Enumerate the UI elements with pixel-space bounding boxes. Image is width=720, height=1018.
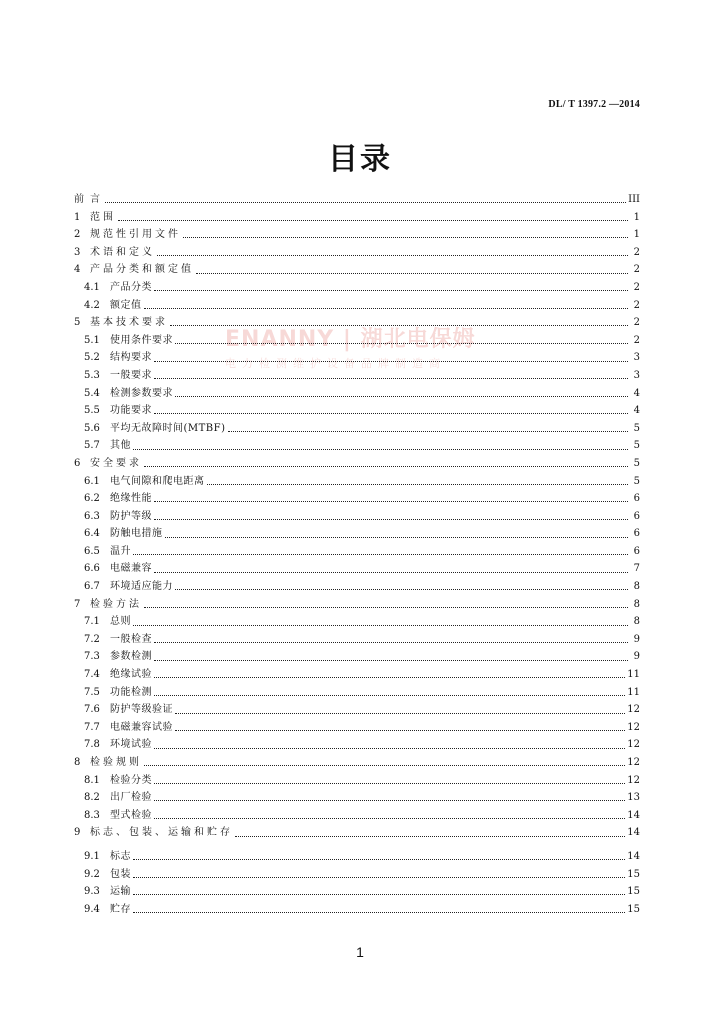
toc-entry-label: 结构要求 — [110, 352, 152, 364]
toc-leader-dots — [228, 431, 629, 432]
toc-entry-label: 检验方法 — [90, 598, 142, 610]
toc-entry-label: 平均无故障时间(MTBF) — [110, 422, 226, 434]
toc-entry[interactable] — [74, 420, 640, 438]
toc-entry-label: 电磁兼容试验 — [110, 721, 173, 733]
toc-entry-number: 5 — [74, 317, 81, 329]
toc-entry-label: 产品分类和额定值 — [90, 264, 194, 276]
toc-entry[interactable] — [74, 684, 640, 702]
toc-leader-dots — [144, 466, 628, 467]
toc-entry-number: 6.4 — [84, 528, 100, 540]
toc-entry-number: 8.3 — [84, 809, 100, 821]
toc-leader-dots — [118, 220, 628, 221]
toc-entry[interactable] — [74, 385, 640, 403]
toc-entry[interactable] — [74, 866, 640, 884]
toc-leader-dots — [154, 695, 625, 696]
toc-entry-page: 14 — [627, 827, 640, 839]
toc-entry-number: 4.1 — [84, 281, 100, 293]
toc-entry-number: 6 — [74, 457, 81, 469]
toc-entry-page: 4 — [633, 387, 640, 399]
toc-entry[interactable] — [74, 648, 640, 666]
toc-entry-page: 5 — [633, 440, 640, 452]
toc-entry-page: 13 — [627, 792, 640, 804]
toc-entry-page: 3 — [633, 369, 640, 381]
toc-entry-label: 功能要求 — [110, 405, 152, 417]
toc-leader-dots — [133, 449, 628, 450]
toc-entry-label: 防触电措施 — [110, 528, 163, 540]
toc-entry-label: 电磁兼容 — [110, 563, 152, 575]
toc-entry-number: 7.6 — [84, 704, 100, 716]
toc-entry-page: 14 — [627, 809, 640, 821]
toc-leader-dots — [144, 308, 629, 309]
toc-entry[interactable] — [74, 754, 640, 772]
toc-leader-dots — [154, 413, 628, 414]
toc-entry[interactable] — [74, 508, 640, 526]
toc-entry-page: 6 — [633, 545, 640, 557]
watermark-brand: ENANNY | 湖北电保姆 — [225, 327, 476, 352]
toc-entry[interactable] — [74, 613, 640, 631]
toc-entry[interactable] — [74, 244, 640, 262]
page-title: 目录 — [328, 142, 392, 177]
toc-entry-number: 9.3 — [84, 886, 100, 898]
toc-leader-dots — [144, 607, 628, 608]
toc-entry-number: 6.3 — [84, 510, 100, 522]
toc-entry[interactable] — [74, 736, 640, 754]
toc-entry-label: 其他 — [110, 440, 131, 452]
toc-entry-label: 防护等级验证 — [110, 704, 173, 716]
toc-entry-label: 环境试验 — [110, 739, 152, 751]
toc-leader-dots — [207, 484, 629, 485]
toc-entry-page: 15 — [627, 886, 640, 898]
toc-leader-dots — [154, 290, 628, 291]
toc-entry-page: 1 — [633, 211, 640, 223]
toc-entry[interactable] — [74, 772, 640, 790]
toc-entry-page: 12 — [627, 721, 640, 733]
toc-entry-page: 7 — [633, 563, 640, 575]
toc-entry[interactable] — [74, 209, 640, 227]
toc-entry-page: 5 — [633, 475, 640, 487]
page-number: 1 — [356, 944, 364, 960]
toc-leader-dots — [183, 237, 628, 238]
toc-leader-dots — [154, 818, 625, 819]
toc-entry-label: 检验规则 — [90, 757, 142, 768]
toc-leader-dots — [154, 361, 628, 362]
toc-entry[interactable] — [74, 901, 640, 919]
toc-entry-label: 一般要求 — [110, 369, 152, 381]
table-of-contents — [74, 191, 640, 918]
toc-entry-label: 电气间隙和爬电距离 — [110, 475, 205, 487]
toc-entry-number: 7.5 — [84, 686, 100, 698]
toc-entry[interactable] — [74, 402, 640, 420]
toc-entry-label: 贮存 — [110, 903, 131, 915]
toc-entry-number: 5.7 — [84, 440, 100, 452]
toc-entry-page: 9 — [633, 651, 640, 663]
toc-entry-page: 6 — [633, 510, 640, 522]
toc-entry-number: 9.4 — [84, 903, 100, 915]
toc-entry-number: 6.1 — [84, 475, 100, 487]
toc-entry-page: 8 — [633, 598, 640, 610]
toc-entry-number: 9.1 — [84, 850, 100, 862]
toc-entry-number: 4.2 — [84, 299, 100, 311]
toc-entry-page: 2 — [633, 334, 640, 346]
toc-entry-page: 12 — [627, 757, 640, 768]
toc-entry[interactable] — [74, 332, 640, 350]
toc-entry-label: 参数检测 — [110, 651, 152, 663]
toc-entry-label: 型式检验 — [110, 809, 152, 821]
toc-entry-page: 15 — [627, 868, 640, 880]
toc-entry-number: 7 — [74, 598, 81, 610]
toc-entry-label: 额定值 — [110, 299, 142, 311]
toc-leader-dots — [175, 396, 628, 397]
toc-leader-dots — [105, 202, 626, 203]
toc-entry-number: 4 — [74, 264, 81, 276]
toc-leader-dots — [154, 748, 625, 749]
toc-entry-page: 5 — [633, 422, 640, 434]
toc-entry-label: 功能检测 — [110, 686, 152, 698]
toc-entry-number: 5.1 — [84, 334, 100, 346]
toc-entry-label: 包装 — [110, 868, 131, 880]
toc-entry[interactable] — [74, 631, 640, 649]
toc-entry-label: 基本技术要求 — [90, 317, 168, 329]
toc-entry-number: 5.5 — [84, 405, 100, 417]
toc-entry[interactable] — [74, 261, 640, 279]
toc-leader-dots — [154, 501, 628, 502]
toc-entry-number: 5.3 — [84, 369, 100, 381]
toc-entry-page: 1 — [633, 229, 640, 241]
toc-entry-page: 8 — [633, 616, 640, 628]
toc-leader-dots — [196, 273, 628, 274]
toc-entry[interactable] — [74, 490, 640, 508]
toc-leader-dots — [133, 912, 625, 913]
toc-entry-label: 检测参数要求 — [110, 387, 173, 399]
toc-entry-page: 12 — [627, 739, 640, 751]
toc-entry[interactable] — [74, 314, 640, 332]
toc-entry-label: 言 — [90, 194, 103, 205]
toc-leader-dots — [144, 765, 625, 766]
toc-entry-number: 6.5 — [84, 545, 100, 557]
toc-entry-page: 9 — [633, 633, 640, 645]
toc-entry[interactable] — [74, 596, 640, 614]
toc-entry-page: 4 — [633, 405, 640, 417]
toc-leader-dots — [154, 519, 628, 520]
document-code: DL/ T 1397.2 —2014 — [548, 99, 640, 110]
toc-leader-dots — [170, 325, 628, 326]
toc-entry-label: 规范性引用文件 — [90, 229, 181, 241]
toc-leader-dots — [175, 343, 628, 344]
toc-entry-page: 11 — [627, 686, 640, 698]
toc-entry-page: 15 — [627, 903, 640, 915]
toc-entry[interactable] — [74, 191, 640, 209]
toc-entry-label: 绝缘试验 — [110, 669, 152, 681]
toc-entry-number: 8.2 — [84, 792, 100, 804]
toc-leader-dots — [165, 537, 629, 538]
toc-leader-dots — [133, 554, 628, 555]
toc-entry[interactable] — [74, 297, 640, 315]
toc-leader-dots — [154, 378, 628, 379]
toc-entry-page: 2 — [633, 246, 640, 258]
toc-entry-label: 术语和定义 — [90, 246, 155, 258]
toc-entry-label: 防护等级 — [110, 510, 152, 522]
toc-entry[interactable] — [74, 279, 640, 297]
toc-entry-number: 前 — [74, 194, 84, 205]
toc-entry-page: 8 — [633, 581, 640, 593]
toc-entry-page: III — [628, 194, 640, 205]
toc-entry-number: 5.2 — [84, 352, 100, 364]
toc-entry[interactable] — [74, 666, 640, 684]
toc-entry-label: 范围 — [90, 211, 116, 223]
toc-entry-label: 检验分类 — [110, 774, 152, 786]
toc-entry[interactable] — [74, 525, 640, 543]
toc-entry-number: 7.2 — [84, 633, 100, 645]
toc-entry-number: 5.4 — [84, 387, 100, 399]
toc-leader-dots — [154, 677, 625, 678]
toc-leader-dots — [175, 713, 625, 714]
toc-entry[interactable] — [74, 848, 640, 866]
toc-entry[interactable] — [74, 578, 640, 596]
watermark-tagline: 电力检测维护设备品牌制造商 — [225, 357, 446, 370]
toc-entry[interactable] — [74, 824, 640, 842]
toc-entry-label: 标志、包装、运输和贮存 — [90, 827, 233, 839]
toc-entry[interactable] — [74, 226, 640, 244]
toc-entry-number: 7.3 — [84, 651, 100, 663]
toc-entry[interactable] — [74, 701, 640, 719]
toc-entry[interactable] — [74, 367, 640, 385]
toc-entry-number: 6.6 — [84, 563, 100, 575]
toc-entry-page: 6 — [633, 493, 640, 505]
toc-leader-dots — [133, 625, 628, 626]
toc-leader-dots — [154, 572, 628, 573]
toc-entry-page: 12 — [627, 774, 640, 786]
toc-entry-number: 2 — [74, 229, 81, 241]
toc-entry-label: 产品分类 — [110, 281, 152, 293]
toc-entry-number: 9 — [74, 827, 81, 839]
toc-leader-dots — [175, 730, 625, 731]
toc-entry[interactable] — [74, 807, 640, 825]
toc-entry-page: 14 — [627, 850, 640, 862]
toc-entry-page: 2 — [633, 264, 640, 276]
toc-entry[interactable] — [74, 543, 640, 561]
toc-entry-page: 2 — [633, 281, 640, 293]
toc-entry[interactable] — [74, 789, 640, 807]
toc-entry[interactable] — [74, 349, 640, 367]
toc-entry-number: 7.7 — [84, 721, 100, 733]
toc-entry-number: 1 — [74, 211, 81, 223]
toc-entry[interactable] — [74, 437, 640, 455]
toc-leader-dots — [133, 859, 625, 860]
toc-leader-dots — [154, 783, 625, 784]
toc-leader-dots — [133, 877, 625, 878]
toc-entry-label: 出厂检验 — [110, 792, 152, 804]
toc-entry-label: 一般检查 — [110, 633, 152, 645]
toc-leader-dots — [154, 660, 628, 661]
toc-entry-number: 3 — [74, 246, 81, 258]
toc-entry[interactable] — [74, 883, 640, 901]
toc-entry[interactable] — [74, 560, 640, 578]
toc-entry-number: 7.8 — [84, 739, 100, 751]
toc-entry-page: 2 — [633, 299, 640, 311]
toc-entry[interactable] — [74, 719, 640, 737]
toc-entry-page: 3 — [633, 352, 640, 364]
toc-entry-number: 7.4 — [84, 669, 100, 681]
toc-entry-number: 7.1 — [84, 616, 100, 628]
toc-leader-dots — [154, 800, 625, 801]
toc-leader-dots — [157, 255, 628, 256]
toc-entry-number: 6.2 — [84, 493, 100, 505]
toc-entry-number: 6.7 — [84, 581, 100, 593]
toc-leader-dots — [133, 894, 625, 895]
toc-entry-label: 绝缘性能 — [110, 493, 152, 505]
toc-entry-label: 温升 — [110, 545, 131, 557]
toc-entry-label: 标志 — [110, 850, 131, 862]
toc-entry[interactable] — [74, 473, 640, 491]
toc-entry[interactable] — [74, 455, 640, 473]
toc-leader-dots — [154, 642, 628, 643]
toc-entry-page: 5 — [633, 457, 640, 469]
toc-entry-page: 2 — [633, 317, 640, 329]
toc-entry-page: 6 — [633, 528, 640, 540]
toc-entry-label: 总则 — [110, 616, 131, 628]
toc-entry-page: 11 — [627, 669, 640, 681]
toc-leader-dots — [235, 836, 625, 837]
toc-leader-dots — [175, 589, 628, 590]
toc-entry-number: 8 — [74, 757, 81, 768]
toc-entry-number: 9.2 — [84, 868, 100, 880]
toc-entry-label: 使用条件要求 — [110, 334, 173, 346]
toc-entry-number: 5.6 — [84, 422, 100, 434]
toc-entry-label: 运输 — [110, 886, 131, 898]
toc-entry-page: 12 — [627, 704, 640, 716]
toc-entry-label: 环境适应能力 — [110, 581, 173, 593]
toc-entry-number: 8.1 — [84, 774, 100, 786]
toc-entry-label: 安全要求 — [90, 457, 142, 469]
